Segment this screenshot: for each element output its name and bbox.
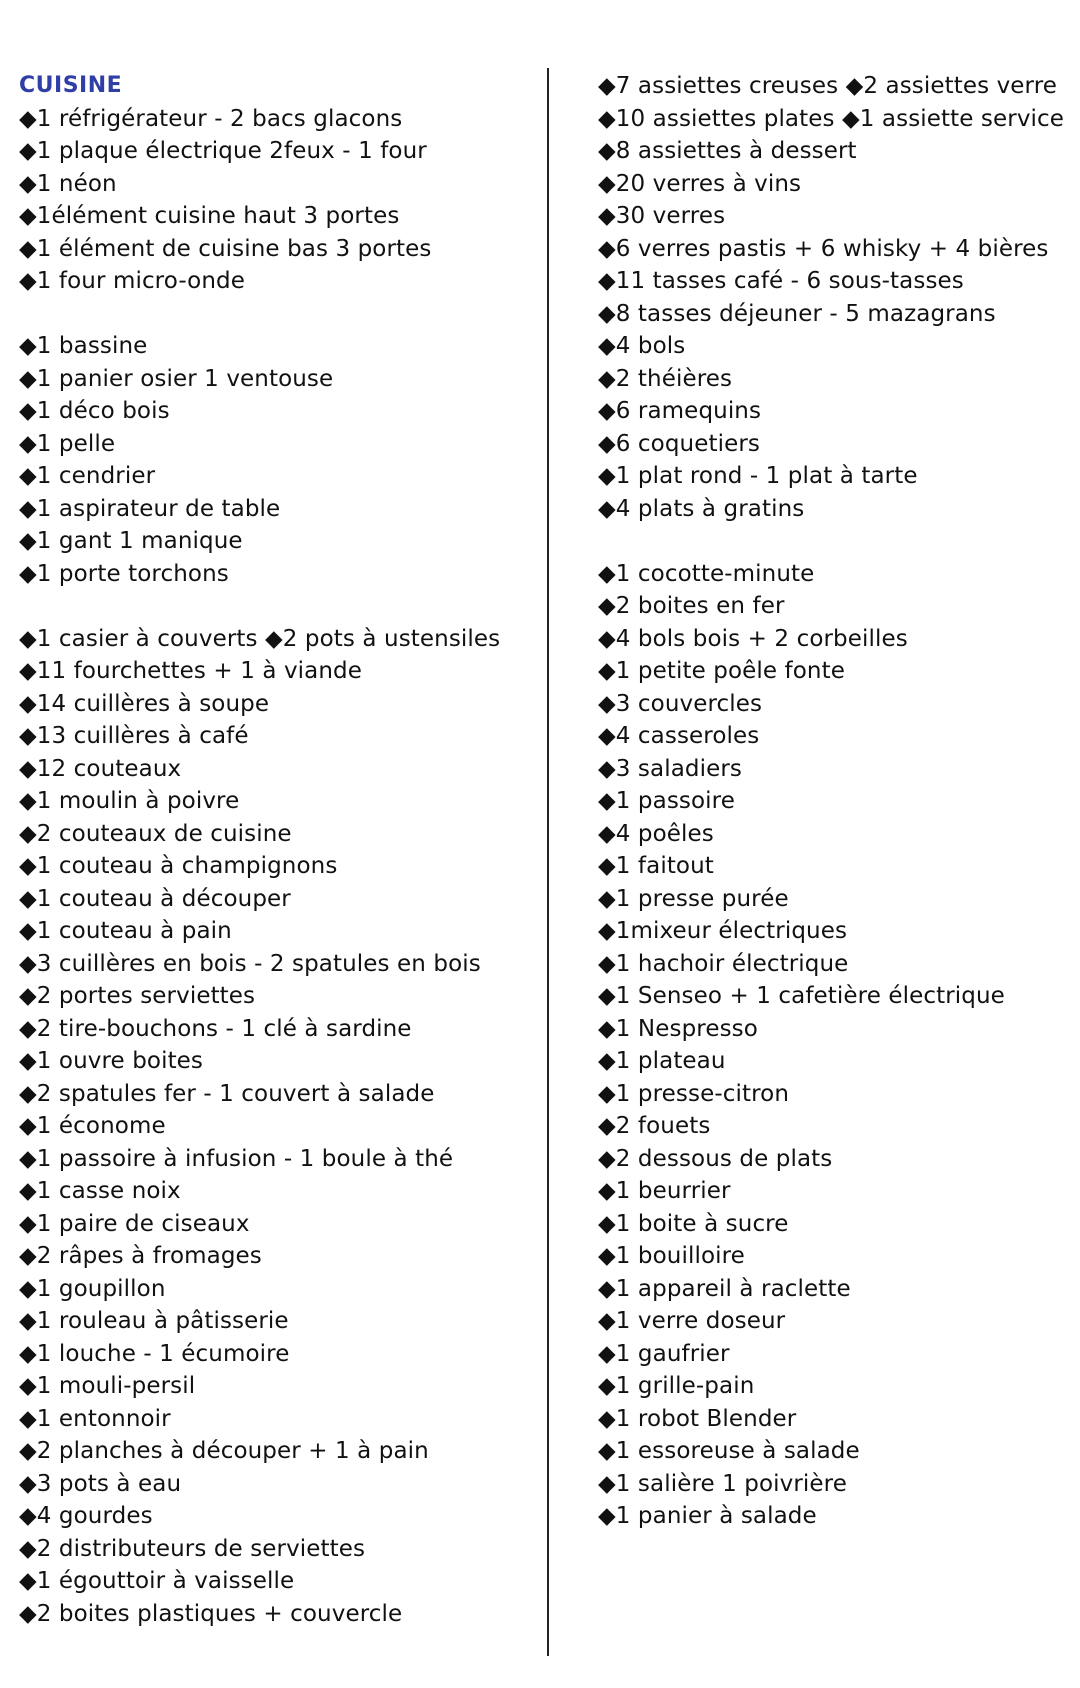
list-item: ◆1 salière 1 poivrière — [598, 1470, 847, 1497]
list-item: ◆1 Nespresso — [598, 1015, 758, 1042]
list-item: ◆1 couteau à champignons — [19, 853, 338, 879]
list-item: ◆1 presse purée — [598, 885, 789, 912]
list-item: ◆1 gant 1 manique — [19, 528, 243, 554]
list-item: ◆3 pots à eau — [19, 1470, 182, 1497]
list-item: ◆1 gaufrier — [598, 1340, 730, 1367]
list-item: ◆11 fourchettes + 1 à viande — [19, 658, 362, 684]
list-item: ◆1 bouilloire — [598, 1243, 745, 1269]
right-column — [598, 70, 1064, 1533]
list-item: ◆3 saladiers — [598, 755, 742, 782]
list-item: ◆1 essoreuse à salade — [598, 1438, 860, 1464]
list-item: ◆4 bols — [598, 333, 686, 359]
list-item: ◆1 presse-citron — [598, 1080, 790, 1107]
list-item: ◆1 passoire à infusion - 1 boule à thé — [19, 1145, 454, 1172]
list-item: ◆1 néon — [19, 170, 117, 197]
list-item: ◆1 moulin à poivre — [19, 788, 240, 814]
list-item: ◆2 fouets — [598, 1113, 711, 1139]
list-item: ◆4 casseroles — [598, 723, 760, 749]
blank-line — [598, 525, 1064, 558]
list-item: ◆8 assiettes à dessert — [598, 138, 857, 164]
list-item: ◆2 distributeurs de serviettes — [19, 1535, 366, 1562]
list-item: ◆3 cuillères en bois - 2 spatules en bois — [19, 950, 481, 977]
list-item: ◆8 tasses déjeuner - 5 mazagrans — [598, 300, 996, 327]
list-item: ◆1 hachoir électrique — [598, 950, 849, 977]
list-item: ◆6 coquetiers — [598, 430, 760, 457]
list-item: ◆1 couteau à découper — [19, 885, 291, 912]
list-item: ◆1 porte torchons — [19, 560, 229, 587]
list-item: ◆10 assiettes plates ◆1 assiette service — [598, 105, 1065, 132]
list-item: ◆1 cendrier — [19, 463, 156, 489]
blank-line — [19, 298, 500, 331]
list-item: ◆1 verre doseur — [598, 1308, 786, 1334]
list-item: ◆1 pelle — [19, 430, 116, 457]
list-item: ◆1 four micro-onde — [19, 268, 245, 294]
list-item: ◆2 spatules fer - 1 couvert à salade — [19, 1080, 435, 1107]
list-item: ◆2 boites en fer — [598, 593, 785, 619]
list-item: ◆1 déco bois — [19, 398, 170, 424]
list-item: ◆1 rouleau à pâtisserie — [19, 1308, 289, 1334]
list-item: ◆2 planches à découper + 1 à pain — [19, 1438, 429, 1464]
list-item: ◆1 entonnoir — [19, 1405, 171, 1432]
list-item: ◆14 cuillères à soupe — [19, 690, 270, 717]
section-heading: CUISINE — [19, 73, 123, 98]
list-item: ◆1 faitout — [598, 853, 714, 879]
list-item: ◆1 bassine — [19, 333, 148, 359]
list-item: ◆1 casse noix — [19, 1178, 181, 1204]
list-item: ◆1 robot Blender — [598, 1405, 797, 1432]
list-item: ◆4 poêles — [598, 820, 714, 847]
list-item: ◆1 casier à couverts ◆2 pots à ustensiles — [19, 625, 501, 652]
list-item: ◆1 panier à salade — [598, 1503, 817, 1529]
list-item: ◆1mixeur électriques — [598, 918, 848, 944]
list-item: ◆12 couteaux — [19, 755, 182, 782]
list-item: ◆1 petite poêle fonte — [598, 658, 845, 684]
list-item: ◆1 panier osier 1 ventouse — [19, 365, 334, 392]
list-item: ◆1 réfrigérateur - 2 bacs glacons — [19, 105, 403, 132]
list-item: ◆1 beurrier — [598, 1178, 731, 1204]
list-item: ◆1 économe — [19, 1113, 166, 1139]
list-item: ◆6 verres pastis + 6 whisky + 4 bières — [598, 235, 1049, 262]
list-item: ◆4 plats à gratins — [598, 495, 805, 522]
list-item: ◆11 tasses café - 6 sous-tasses — [598, 268, 964, 294]
blank-line — [19, 590, 500, 623]
list-item: ◆1 Senseo + 1 cafetière électrique — [598, 983, 1005, 1009]
list-item: ◆1élément cuisine haut 3 portes — [19, 203, 400, 229]
list-item: ◆2 théières — [598, 365, 733, 392]
list-item: ◆1 aspirateur de table — [19, 495, 281, 522]
list-item: ◆1 cocotte-minute — [598, 560, 815, 587]
list-item: ◆20 verres à vins — [598, 170, 802, 197]
list-item: ◆3 couvercles — [598, 690, 763, 717]
list-item: ◆1 grille-pain — [598, 1373, 755, 1399]
list-item: ◆2 couteaux de cuisine — [19, 820, 292, 847]
list-item: ◆13 cuillères à café — [19, 723, 249, 749]
list-item: ◆1 goupillon — [19, 1275, 166, 1302]
list-item: ◆2 portes serviettes — [19, 983, 256, 1009]
list-item: ◆4 gourdes — [19, 1503, 153, 1529]
list-item: ◆1 plaque électrique 2feux - 1 four — [19, 138, 427, 164]
list-item: ◆2 dessous de plats — [598, 1145, 833, 1172]
column-divider — [547, 68, 549, 1656]
list-item: ◆1 paire de ciseaux — [19, 1210, 250, 1237]
list-item: ◆2 boites plastiques + couvercle — [19, 1600, 403, 1627]
list-item: ◆1 boite à sucre — [598, 1210, 789, 1237]
list-item: ◆4 bols bois + 2 corbeilles — [598, 625, 908, 652]
list-item: ◆1 couteau à pain — [19, 918, 232, 944]
list-item: ◆1 élément de cuisine bas 3 portes — [19, 235, 432, 262]
list-item: ◆1 passoire — [598, 788, 735, 814]
list-item: ◆7 assiettes creuses ◆2 assiettes verre — [598, 73, 1057, 99]
list-item: ◆1 ouvre boites — [19, 1048, 204, 1074]
list-item: ◆2 tire-bouchons - 1 clé à sardine — [19, 1015, 412, 1042]
list-item: ◆2 râpes à fromages — [19, 1243, 262, 1269]
list-item: ◆1 plateau — [598, 1048, 726, 1074]
list-item: ◆30 verres — [598, 203, 726, 229]
left-column — [19, 70, 500, 1630]
list-item: ◆1 louche - 1 écumoire — [19, 1340, 290, 1367]
list-item: ◆1 appareil à raclette — [598, 1275, 851, 1302]
list-item: ◆6 ramequins — [598, 398, 762, 424]
list-item: ◆1 plat rond - 1 plat à tarte — [598, 463, 918, 489]
list-item: ◆1 égouttoir à vaisselle — [19, 1568, 295, 1594]
list-item: ◆1 mouli-persil — [19, 1373, 196, 1399]
